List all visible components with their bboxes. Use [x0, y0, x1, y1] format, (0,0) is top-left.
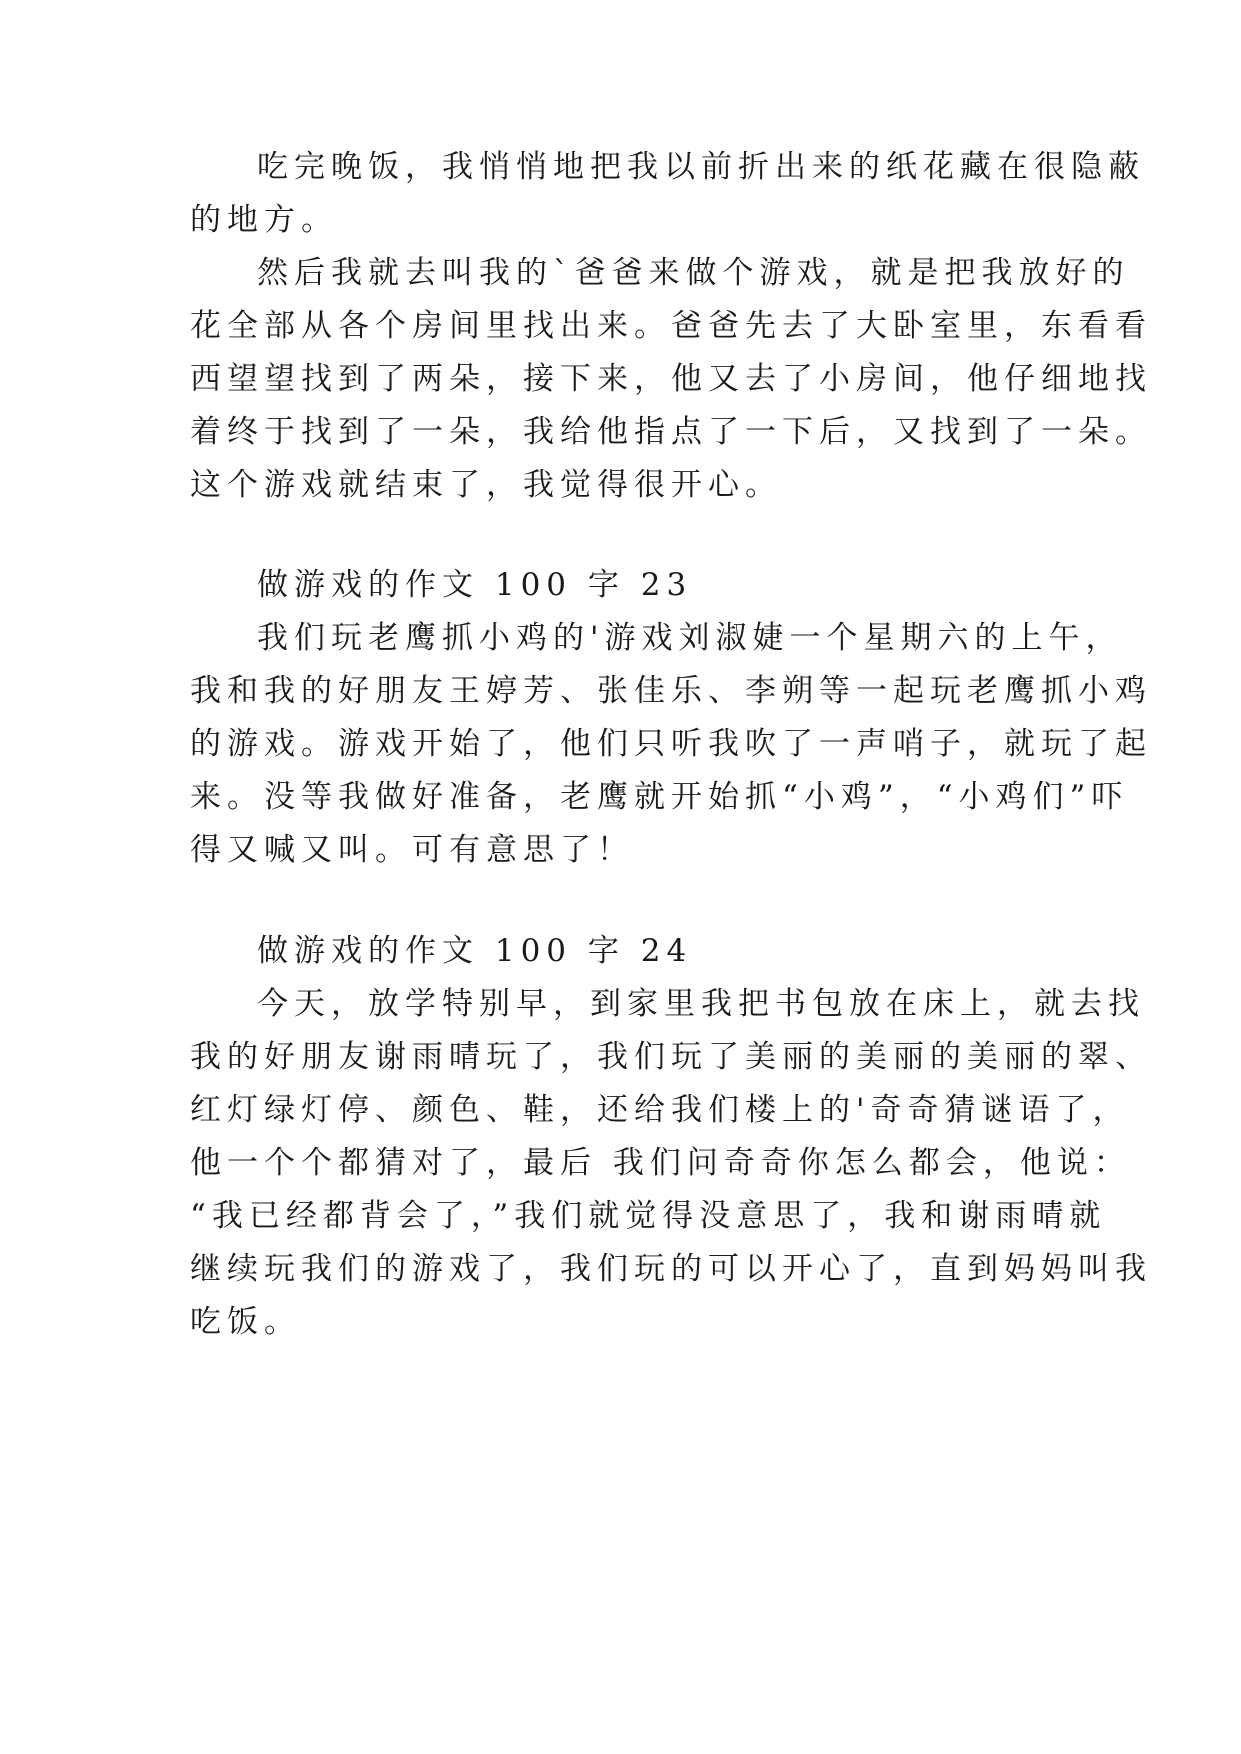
paragraph-line: 我的好朋友谢雨晴玩了，我们玩了美丽的美丽的美丽的翠、 — [190, 1039, 1152, 1075]
paragraph-line: 这个游戏就结束了，我觉得很开心。 — [190, 467, 782, 503]
paragraph-line: “我已经都背会了，”我们就觉得没意思了，我和谢雨晴就 — [190, 1198, 1107, 1234]
paragraph-line: 着终于找到了一朵，我给他指点了一下后，又找到了一朵。 — [190, 414, 1152, 450]
section-heading: 做游戏的作文 100 字 24 — [257, 933, 693, 969]
paragraph-line: 的地方。 — [190, 202, 338, 238]
paragraph-line: 继续玩我们的游戏了，我们玩的可以开心了，直到妈妈叫我 — [190, 1251, 1152, 1287]
paragraph-line: 今天，放学特别早，到家里我把书包放在床上，就去找 — [257, 986, 1145, 1022]
paragraph-line: 来。没等我做好准备，老鹰就开始抓“小鸡”，“小鸡们”吓 — [190, 779, 1129, 815]
paragraph-line: 我和我的好朋友王婷芳、张佳乐、李朔等一起玩老鹰抓小鸡 — [190, 673, 1152, 709]
section-heading: 做游戏的作文 100 字 23 — [257, 567, 693, 603]
paragraph-line: 得又喊又叫。可有意思了！ — [190, 832, 634, 868]
paragraph-line: 西望望找到了两朵，接下来，他又去了小房间，他仔细地找 — [190, 361, 1152, 397]
paragraph-line: 红灯绿灯停、颜色、鞋，还给我们楼上的'奇奇猜谜语了， — [190, 1092, 1130, 1128]
paragraph-line: 吃饭。 — [190, 1304, 301, 1340]
paragraph-line: 花全部从各个房间里找出来。爸爸先去了大卧室里，东看看 — [190, 308, 1152, 344]
paragraph-line: 然后我就去叫我的`爸爸来做个游戏，就是把我放好的 — [257, 255, 1130, 291]
paragraph-line: 的游戏。游戏开始了，他们只听我吹了一声哨子，就玩了起 — [190, 726, 1152, 762]
paragraph-line: 吃完晚饭，我悄悄地把我以前折出来的纸花藏在很隐蔽 — [257, 149, 1145, 185]
paragraph-line: 他一个个都猜对了，最后 我们问奇奇你怎么都会，他说： — [190, 1145, 1131, 1181]
paragraph-line: 我们玩老鹰抓小鸡的'游戏刘淑婕一个星期六的上午， — [257, 620, 1123, 656]
